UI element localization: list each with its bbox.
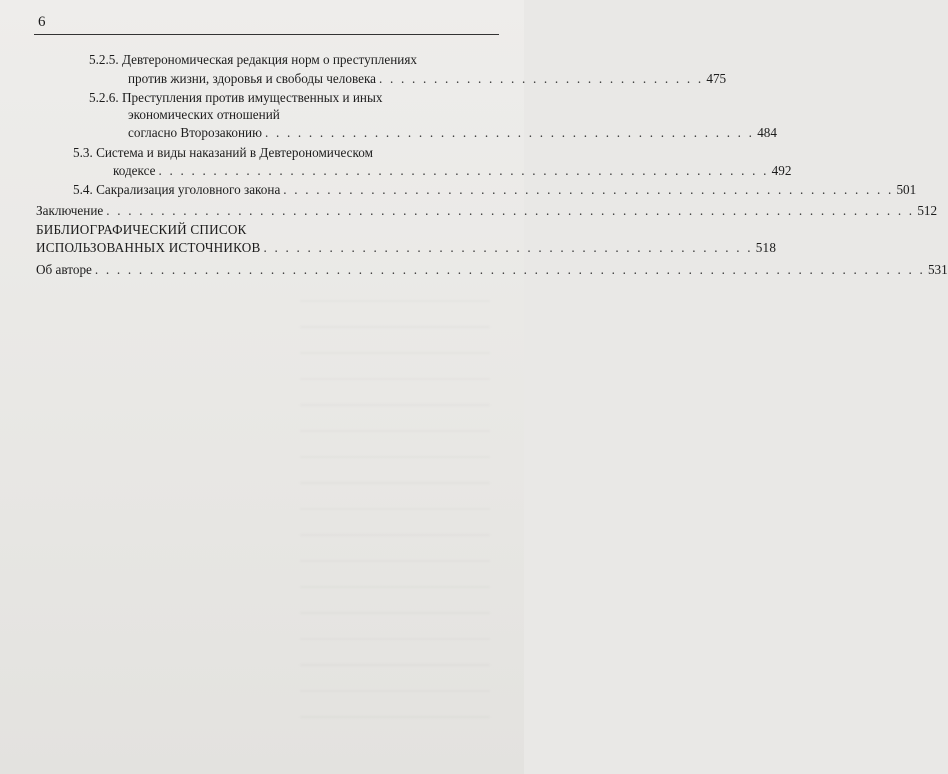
toc-entry-5-2-6-line2: экономических отношений bbox=[128, 107, 280, 122]
leader-dots: . . . . . . . . . . . . . . . . . . . . . . . . . . . . . . . . . . . . . . . . . . . . . bbox=[264, 125, 755, 140]
toc-entry-conclusion[interactable] bbox=[36, 203, 938, 219]
toc-entry-5-2-5-line1: 5.2.5. Девтерономическая редакция норм о преступлениях bbox=[89, 52, 418, 67]
toc-entry-about-author[interactable] bbox=[36, 262, 948, 278]
toc-entry-text: против жизни, здоровья и свободы человека bbox=[128, 71, 377, 86]
leader-dots: . . . . . . . . . . . . . . . . . . . . . . . . . . . . . . . . . . . . . . . . . . . . . bbox=[263, 240, 753, 255]
toc-entry-5-3[interactable] bbox=[113, 163, 792, 179]
toc-entry-text: ИСПОЛЬЗОВАННЫХ ИСТОЧНИКОВ bbox=[36, 240, 261, 255]
toc-entry-bibliography-line1: БИБЛИОГРАФИЧЕСКИЙ СПИСОК bbox=[36, 222, 247, 237]
toc-entry-text: кодексе bbox=[113, 163, 156, 178]
toc-page-number: 512 bbox=[917, 203, 938, 218]
toc-entry-text: согласно Второзаконию bbox=[128, 125, 262, 140]
toc-entry-5-2-5[interactable] bbox=[128, 71, 727, 87]
leader-dots: . . . . . . . . . . . . . . . . . . . . . . . . . . . . . . bbox=[379, 71, 704, 86]
toc-page-number: 518 bbox=[755, 240, 777, 255]
header-rule bbox=[34, 34, 499, 35]
leader-dots: . . . . . . . . . . . . . . . . . . . . . . . . . . . . . . . . . . . . . . . . . . . . . . . . . . . . . . . . . . . . . . . . . . . . . . . . . . bbox=[106, 203, 915, 218]
toc-entry-5-2-6-line1: 5.2.6. Преступления против имущественных и иных bbox=[89, 90, 383, 105]
toc-entry-5-4[interactable] bbox=[73, 182, 917, 198]
leader-dots: . . . . . . . . . . . . . . . . . . . . . . . . . . . . . . . . . . . . . . . . . . . . . . . . . . . . . . . . bbox=[283, 182, 894, 197]
toc-entry-text: Об авторе bbox=[36, 262, 92, 277]
toc-entry-text: 5.4. Сакрализация уголовного закона bbox=[73, 182, 281, 197]
toc-entry-5-2-6[interactable] bbox=[128, 125, 777, 141]
toc-entry-5-3-line1: 5.3. Система и виды наказаний в Девтерономическом bbox=[73, 145, 373, 160]
leader-dots: . . . . . . . . . . . . . . . . . . . . . . . . . . . . . . . . . . . . . . . . . . . . . . . . . . . . . . . . . . . . . . . . . . . . . . . . . . . . bbox=[94, 262, 925, 277]
toc-entry-text: Заключение bbox=[36, 203, 104, 218]
toc-page-number: 475 bbox=[706, 71, 727, 86]
page-number: 6 bbox=[38, 14, 46, 30]
toc-page-number: 531 bbox=[927, 262, 948, 277]
show-through-text bbox=[300, 300, 490, 720]
toc-entry-bibliography[interactable] bbox=[36, 240, 777, 256]
toc-page-number: 492 bbox=[771, 163, 792, 178]
toc-page-number: 484 bbox=[757, 125, 777, 140]
leader-dots: . . . . . . . . . . . . . . . . . . . . . . . . . . . . . . . . . . . . . . . . . . . . . . . . . . . . . . . . bbox=[158, 163, 769, 178]
toc-page-number: 501 bbox=[896, 182, 917, 197]
